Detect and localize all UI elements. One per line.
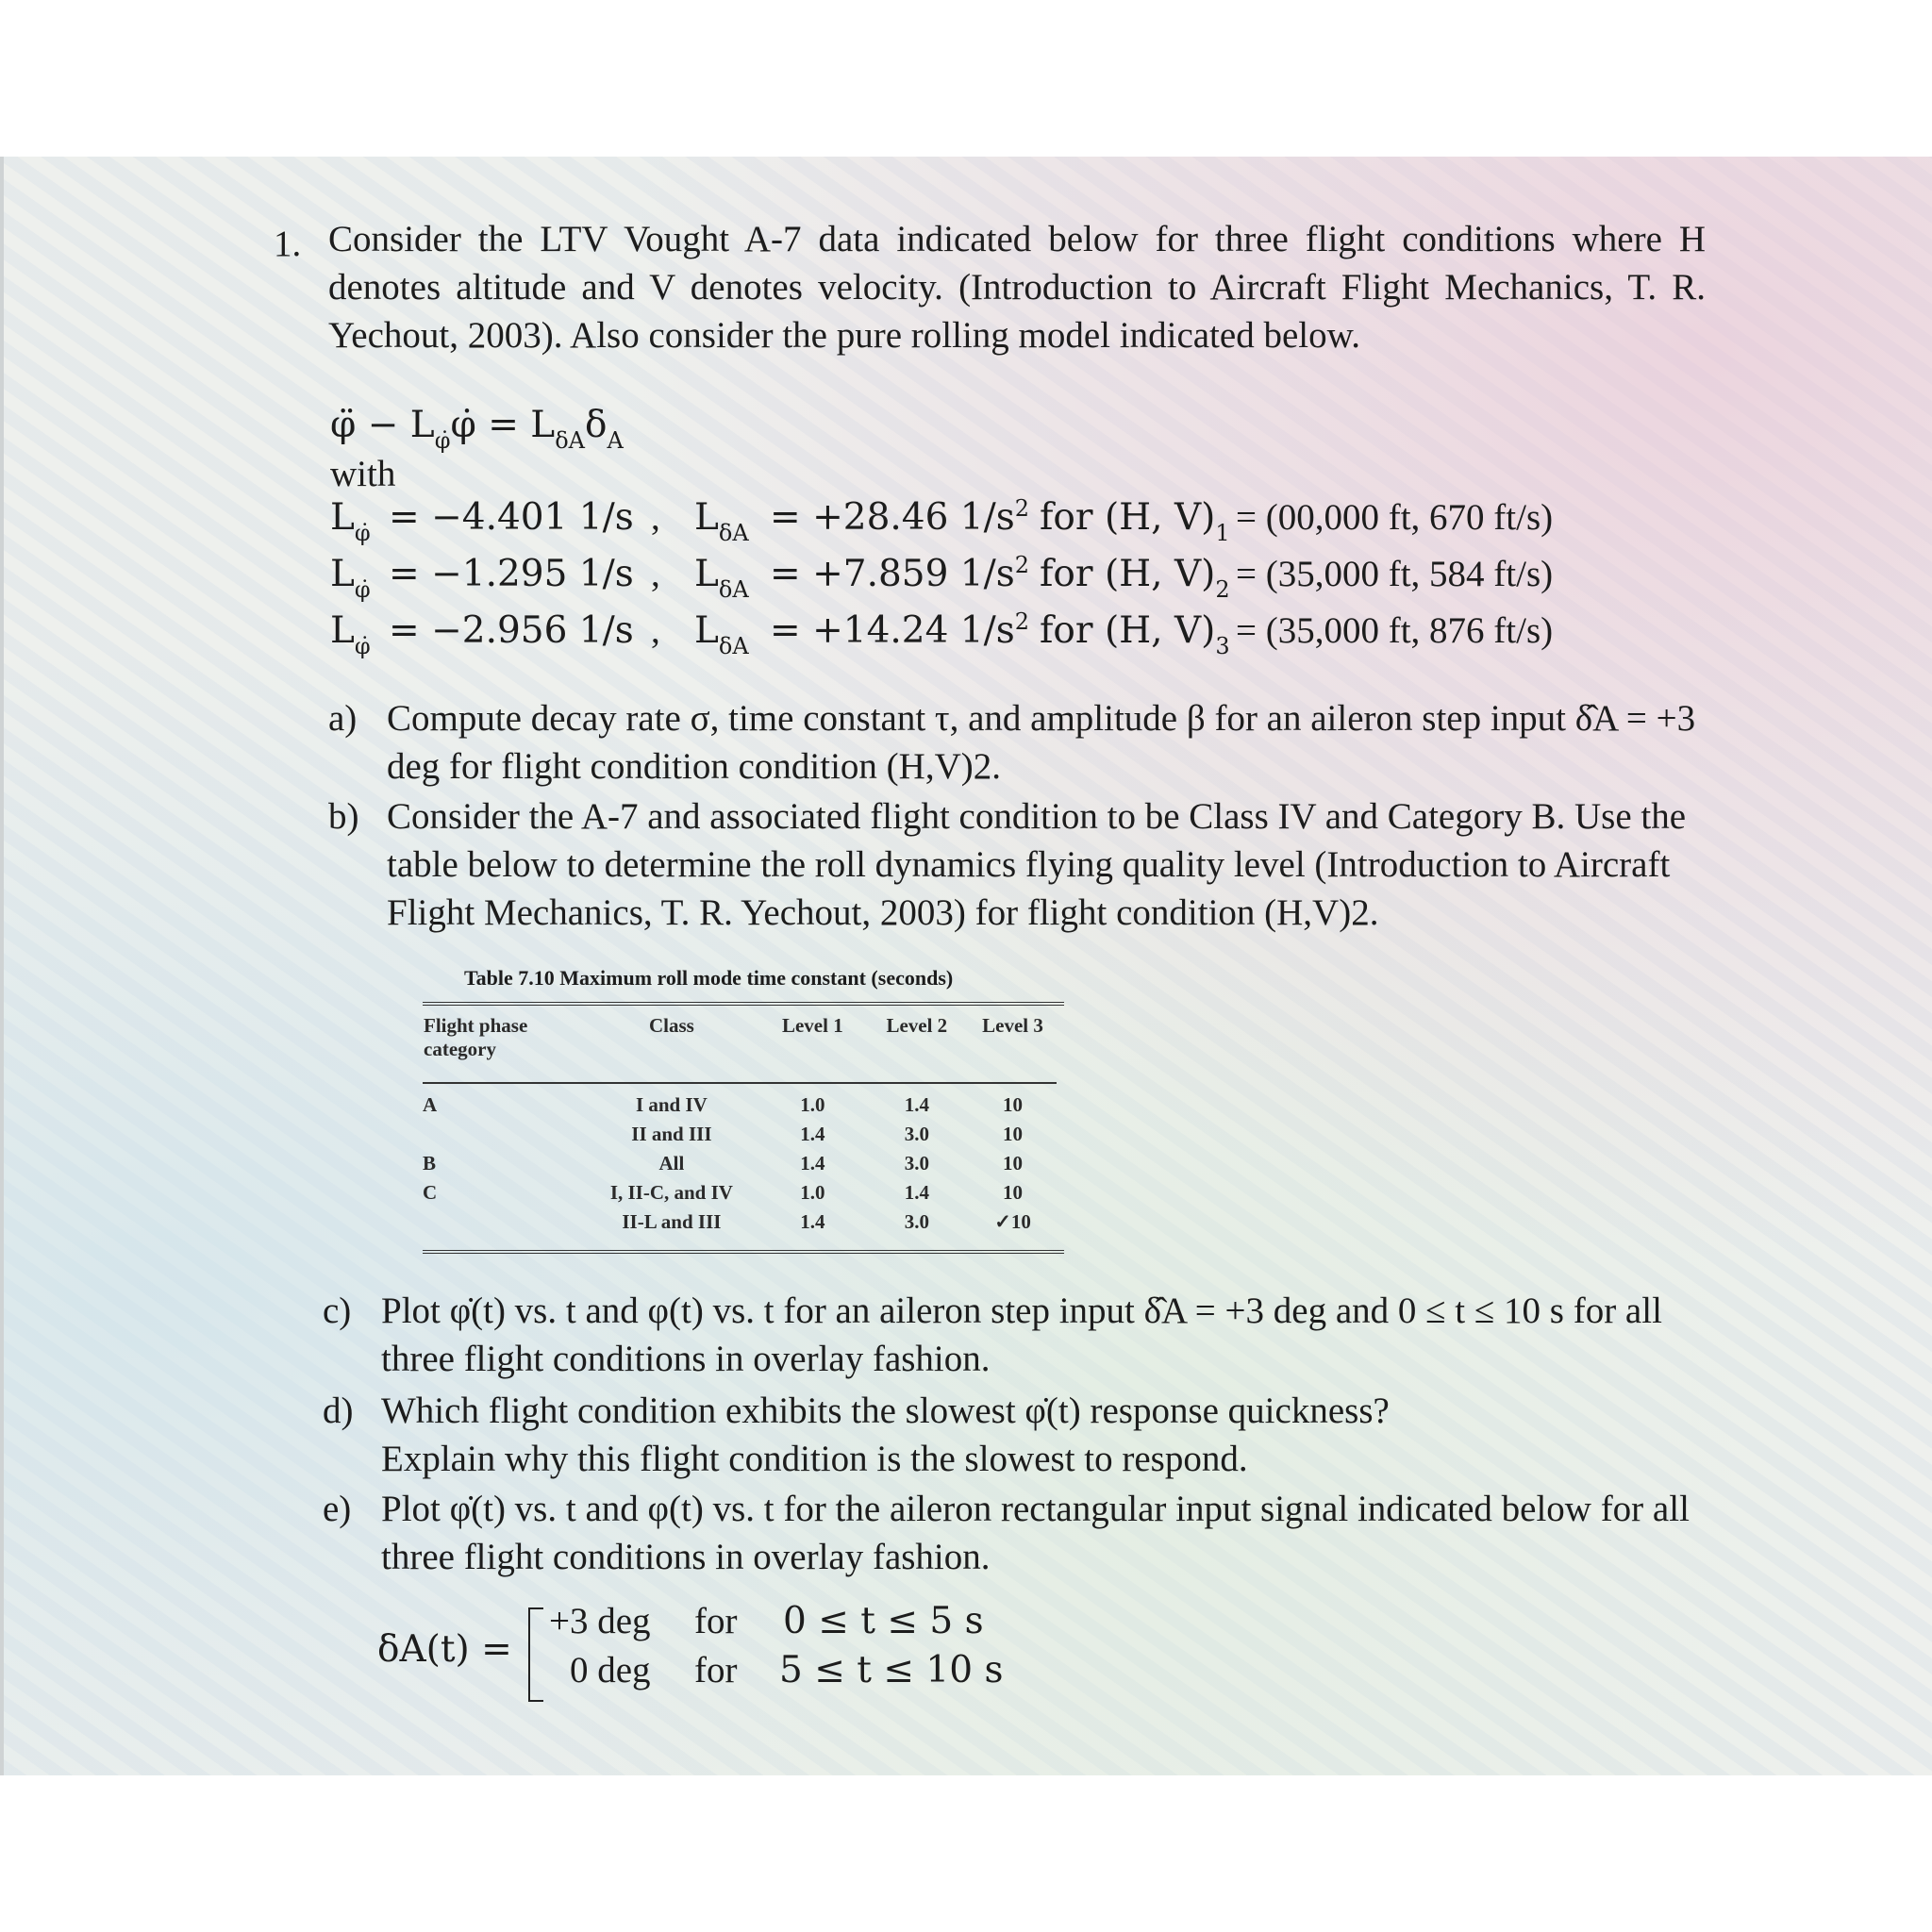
- input-signal-bracket: [528, 1607, 543, 1702]
- table-row: C I, II-C, and IV 1.0 1.4 10: [423, 1181, 1024, 1204]
- part-b-text: Consider the A-7 and associated flight condition to be Class IV and Category B. Use the table below to determine the roll dynamics flying quality level (Introduction to Aircraft Flight Mechanics, T. R. Yechout, 2003) for flight condition (H,V)2.: [387, 796, 1687, 933]
- with-label: with: [330, 454, 396, 494]
- part-a-text: Compute decay rate σ, time constant τ, and amplitude β for an aileron step input δ̂A = +3 deg for flight condition condition (H,V)2.: [387, 698, 1696, 787]
- l-delta-value: = +14.24 1/s: [770, 609, 1015, 652]
- condition-value: = (35,000 ft, 584 ft/s): [1236, 554, 1554, 594]
- condition-index: 3: [1215, 633, 1230, 659]
- condition-label: for (H, V): [1040, 609, 1216, 652]
- input-signal-row-1-for: for: [694, 1601, 738, 1641]
- model-rhs-sub: A: [607, 427, 624, 454]
- part-a-label: a): [328, 698, 358, 739]
- table-header: Class: [648, 1014, 694, 1037]
- roll-mode-table: [423, 966, 1064, 1254]
- input-signal-row-2-amp: 0 deg: [570, 1650, 651, 1690]
- condition-label: for (H, V): [1040, 553, 1216, 595]
- table-header: Level 2: [886, 1014, 948, 1037]
- table-header: Level 1: [781, 1014, 843, 1037]
- table-row: B All 1.4 3.0 10: [423, 1152, 1024, 1174]
- condition-value: = (35,000 ft, 876 ft/s): [1236, 610, 1554, 651]
- table-row: II-L and III 1.4 3.0 ✓10: [622, 1210, 1031, 1233]
- rolling-model-equation: [330, 404, 624, 454]
- input-signal-row-1-amp: +3 deg: [549, 1601, 651, 1641]
- part-d: [323, 1387, 1419, 1483]
- l-delta-value: = +28.46 1/s: [770, 496, 1015, 539]
- part-a: [328, 694, 1707, 791]
- part-d-label: d): [323, 1391, 354, 1431]
- condition-index: 1: [1215, 520, 1230, 546]
- table-header: Level 3: [982, 1014, 1043, 1037]
- part-c-label: c): [323, 1291, 352, 1331]
- l-delta-value: = +7.859 1/s: [770, 553, 1015, 595]
- model-lsub: φ̇: [434, 427, 451, 454]
- table-row: A I and IV 1.0 1.4 10: [423, 1083, 1057, 1120]
- problem-intro: Consider the LTV Vought A-7 data indicated below for three flight conditions where H denotes altitude and V denotes velocity. (Introduction to Aircraft Flight Mechanics, T. R. Yechout, 2003). Also consider the pure rolling model indicated below.: [328, 219, 1706, 356]
- part-b-label: b): [328, 796, 359, 837]
- model-rhs: δ: [584, 404, 608, 446]
- part-d-text: Which flight condition exhibits the slowest φ̇(t) response quickness? Explain why this flight condition is the slowest to respond.: [381, 1391, 1390, 1479]
- table-row: II and III 1.4 3.0 10: [631, 1123, 1024, 1145]
- condition-index: 2: [1215, 576, 1230, 603]
- l-phi-value: = −1.295 1/s: [389, 553, 634, 595]
- table-header: Flight phase category: [424, 1014, 528, 1060]
- model-rsub: δA: [555, 427, 585, 454]
- input-signal-row-1-range: 0 ≤ t ≤ 5 s: [783, 1600, 984, 1642]
- model-lhs: φ̈ − L: [330, 404, 435, 446]
- part-e-text: Plot φ̇(t) vs. t and φ(t) vs. t for the aileron rectangular input signal indicated below for all three flight conditions in overlay fashion.: [381, 1489, 1690, 1577]
- part-c: [323, 1287, 1730, 1383]
- part-c-text: Plot φ̇(t) vs. t and φ(t) vs. t for an aileron step input δ̂A = +3 deg and 0 ≤ t ≤ 10 s for all three flight conditions in overlay fashion.: [381, 1291, 1662, 1379]
- part-e: [323, 1485, 1730, 1581]
- part-b: [328, 792, 1707, 937]
- input-signal-row-2-range: 5 ≤ t ≤ 10 s: [779, 1649, 1004, 1691]
- part-e-label: e): [323, 1489, 352, 1529]
- problem-number: 1.: [274, 224, 302, 264]
- l-phi-value: = −2.956 1/s: [389, 609, 634, 652]
- table-caption: Table 7.10 Maximum roll mode time constant (seconds): [464, 966, 954, 990]
- l-phi-value: = −4.401 1/s: [389, 496, 634, 539]
- condition-label: for (H, V): [1040, 496, 1216, 539]
- input-signal-row-2-for: for: [694, 1650, 738, 1690]
- model-mid: φ̇ = L: [450, 404, 556, 446]
- input-signal-lhs: δA(t) =: [377, 1628, 512, 1671]
- condition-value: = (00,000 ft, 670 ft/s): [1236, 497, 1554, 538]
